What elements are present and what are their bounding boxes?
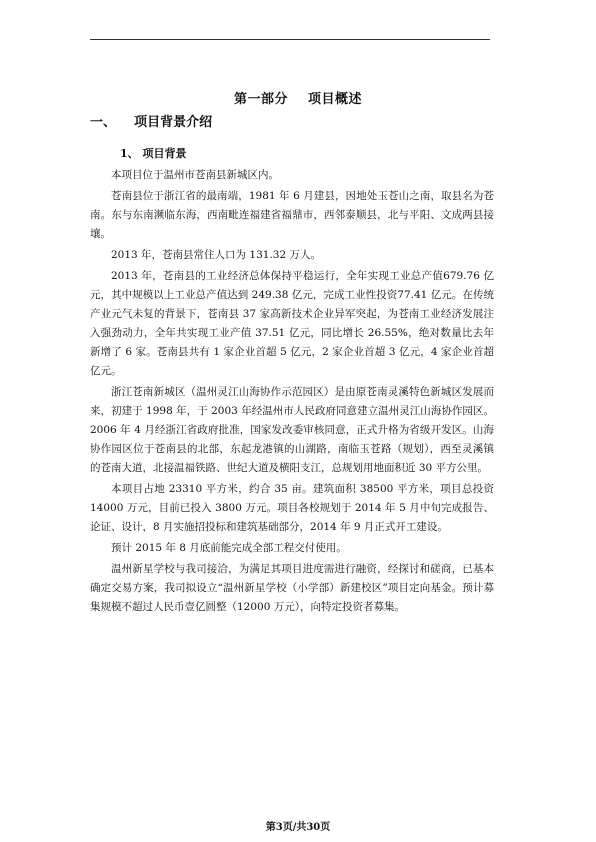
paragraph-location: 本项目位于温州市苍南县新城区内。 [111, 169, 279, 181]
paragraph-industry: 2013 年，苍南县的工业经济总体保持平稳运行，全年实现工业总产值679.76 亿元，其中规模以上工业总产值达到 249.38 亿元，完成工业性投资77.41 亿元。在传统产业元气未复的背景下，苍南县 37 家高新技术企业异军突起，为苍南工业经济发展注入强劲动力，全年共实现工业产值 37.51 亿元，同比增长 26.55%，绝对数量比去年新增了 6 家。苍南县共有 1 家企业首超 5 亿元，2 家企业首超 3 亿元，4 家企业首超亿元。 [90, 270, 494, 377]
body-text [90, 166, 494, 619]
paragraph-completion: 预计 2015 年 8 月底前能完成全部工程交付使用。 [111, 542, 347, 554]
paragraph-fund: 温州新星学校与我司接洽，为满足其项目进度需进行融资，经探讨和磋商，已基本确定交易方案，我司拟设立“温州新星学校（小学部）新建校区”项目定向基金。预计募集规模不超过人民币壹亿圆整（12000 万元），向特定投资者募集。 [90, 563, 494, 613]
paragraph-population: 2013 年，苍南县常住人口为 131.32 万人。 [111, 249, 321, 261]
paragraph-project-scale: 本项目占地 23310 平方米，约合 35 亩。建筑面积 38500 平方米，项目总投资 14000 万元，目前已投入 3800 万元。项目各校规划于 2014 年 5 月中旬完成报告、论证、设计，8 月实施招投标和建筑基础部分，2014 年 9 月正式开工建设。 [90, 483, 494, 533]
header-rule [90, 39, 490, 40]
section-heading: 一、 项目背景介绍 [90, 115, 213, 130]
paragraph-new-district: 浙江苍南新城区（温州灵江山海协作示范园区）是由原苍南灵溪特色新城区发展而来，初建于 1998 年，于 2003 年经温州市人民政府同意建立温州灵江山海协作园区。2006 年 4 月经浙江省政府批准，国家发改委审核同意，正式升格为省级开发区。山海协作园区位于苍南县的北部，东起龙港镇的山湖路，南临玉苍路（规划），西至灵溪镇的苍南大道，北接温福铁路、世纪大道及横阳支江，总规划用地面积近 30 平方公里。 [90, 386, 494, 474]
paragraph-county-intro: 苍南县位于浙江省的最南端，1981 年 6 月建县，因地处玉苍山之南，取县名为苍南。东与东南濒临东海，西南毗连福建省福鼎市，西邻泰顺县，北与平阳、文成两县接壤。 [90, 190, 494, 240]
page-number-footer: 第3页/共30页 [265, 822, 331, 833]
part-title: 第一部分 项目概述 [233, 92, 363, 107]
subsection-heading: 1、 项目背景 [120, 147, 187, 160]
